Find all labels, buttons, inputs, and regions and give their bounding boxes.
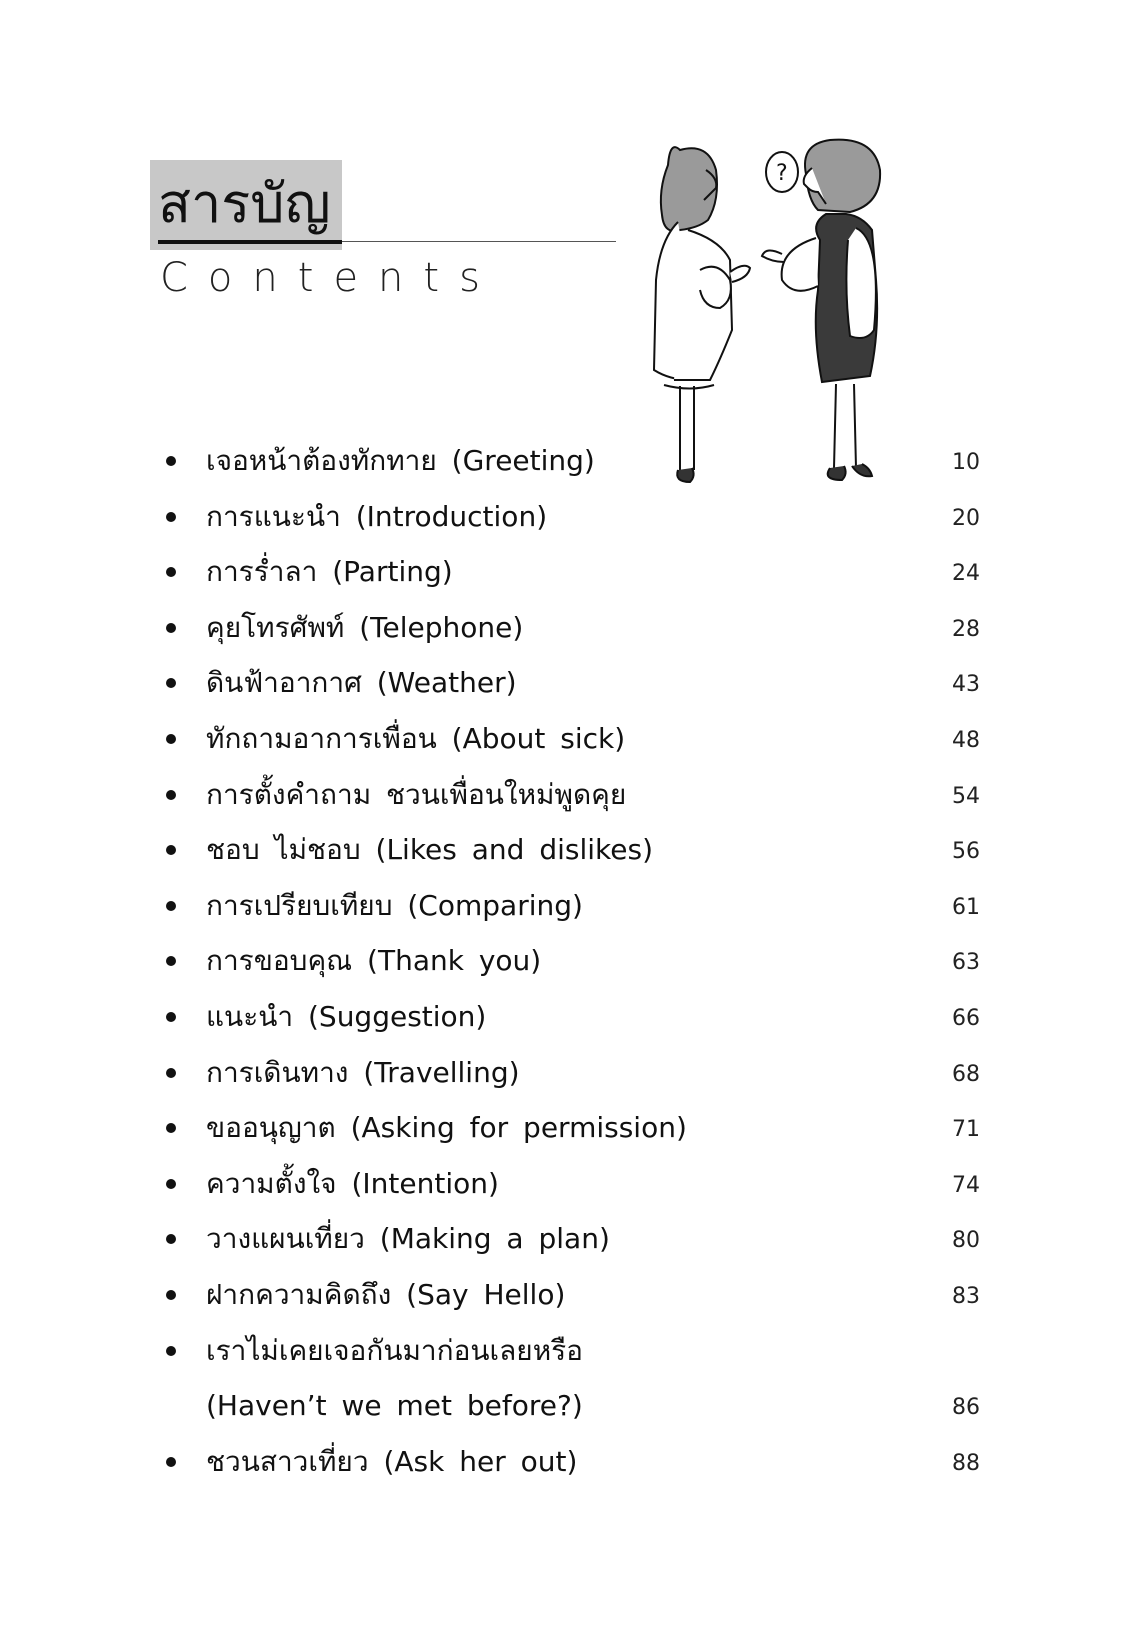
toc-item-page: 86: [952, 1395, 980, 1421]
toc-item[interactable]: [160, 989, 980, 1045]
bullet-icon: [166, 1457, 176, 1467]
toc-item[interactable]: [160, 1100, 980, 1156]
toc-item-page: 74: [952, 1172, 980, 1198]
toc-item-label: ความตั้งใจ (Intention): [206, 1166, 499, 1200]
bullet-icon: [166, 512, 176, 522]
bullet-icon: [166, 567, 176, 577]
toc-item[interactable]: [160, 1267, 980, 1323]
toc-item-page: 28: [952, 616, 980, 642]
toc-item-label: การแนะนำ (Introduction): [206, 499, 548, 533]
table-of-contents: [160, 433, 980, 1489]
title-underline: [158, 240, 342, 244]
toc-item-continuation[interactable]: [160, 1378, 980, 1434]
toc-item-page: 83: [952, 1283, 980, 1309]
bullet-icon: [166, 1123, 176, 1133]
left-woman-figure: [654, 147, 750, 482]
toc-item-page: 68: [952, 1061, 980, 1087]
toc-item-label: ขออนุญาต (Asking for permission): [206, 1111, 687, 1145]
toc-item-label: ดินฟ้าอากาศ (Weather): [206, 666, 517, 700]
toc-item-label: (Haven’t we met before?): [206, 1389, 583, 1423]
bullet-icon: [166, 1234, 176, 1244]
toc-item-label: การเดินทาง (Travelling): [206, 1055, 520, 1089]
toc-item-page: 54: [952, 783, 980, 809]
bullet-icon: [166, 901, 176, 911]
toc-item-page: 56: [952, 839, 980, 865]
toc-item[interactable]: [160, 489, 980, 545]
toc-item[interactable]: [160, 1156, 980, 1212]
toc-item[interactable]: [160, 878, 980, 934]
toc-item[interactable]: [160, 600, 980, 656]
toc-item[interactable]: [160, 822, 980, 878]
bullet-icon: [166, 1346, 176, 1356]
bullet-icon: [166, 1290, 176, 1300]
toc-item[interactable]: [160, 1323, 980, 1379]
toc-item-page: 66: [952, 1005, 980, 1031]
toc-item[interactable]: [160, 433, 980, 489]
bullet-icon: [166, 1012, 176, 1022]
bullet-icon: [166, 956, 176, 966]
page-title-thai: สารบัญ: [158, 172, 331, 235]
toc-item[interactable]: [160, 1434, 980, 1490]
toc-item-label: การเปรียบเทียบ (Comparing): [206, 888, 583, 922]
toc-item-label: ชอบ ไม่ชอบ (Likes and dislikes): [206, 833, 653, 867]
toc-item-page: 20: [952, 505, 980, 531]
bullet-icon: [166, 623, 176, 633]
bullet-icon: [166, 790, 176, 800]
toc-item-page: 88: [952, 1450, 980, 1476]
toc-item-label: เราไม่เคยเจอกันมาก่อนเลยหรือ: [206, 1333, 584, 1367]
toc-item[interactable]: [160, 655, 980, 711]
bullet-icon: [166, 678, 176, 688]
toc-item-page: 80: [952, 1228, 980, 1254]
toc-item-label: ฝากความคิดถึง (Say Hello): [206, 1277, 566, 1311]
toc-item[interactable]: [160, 767, 980, 823]
toc-item-page: 71: [952, 1117, 980, 1143]
toc-item-label: ชวนสาวเที่ยว (Ask her out): [206, 1444, 578, 1478]
bullet-icon: [166, 1179, 176, 1189]
bullet-icon: [166, 734, 176, 744]
bullet-icon: [166, 1068, 176, 1078]
toc-item-label: วางแผนเที่ยว (Making a plan): [206, 1222, 610, 1256]
toc-item-page: 24: [952, 561, 980, 587]
toc-item-label: ทักถามอาการเพื่อน (About sick): [206, 721, 626, 755]
toc-item-label: การร่ำลา (Parting): [206, 555, 453, 589]
page-title-english: Contents: [160, 255, 500, 301]
toc-item[interactable]: [160, 711, 980, 767]
toc-item-page: 48: [952, 727, 980, 753]
toc-item-label: คุยโทรศัพท์ (Telephone): [206, 610, 524, 644]
toc-item[interactable]: [160, 933, 980, 989]
toc-item-label: เจอหน้าต้องทักทาย (Greeting): [206, 444, 595, 477]
speech-bubble: [766, 152, 798, 192]
toc-item-page: 10: [952, 450, 980, 475]
toc-item[interactable]: [160, 1045, 980, 1101]
bullet-icon: [166, 456, 176, 466]
toc-item[interactable]: [160, 1211, 980, 1267]
toc-item-page: 63: [952, 950, 980, 976]
toc-item-label: แนะนำ (Suggestion): [206, 999, 487, 1033]
bullet-icon: [166, 845, 176, 855]
toc-item-page: 43: [952, 672, 980, 698]
toc-item-page: 61: [952, 894, 980, 920]
speech-bubble-text: ?: [776, 161, 788, 186]
toc-item-label: การขอบคุณ (Thank you): [206, 944, 542, 978]
title-rule: [342, 241, 616, 242]
toc-item-label: การตั้งคำถาม ชวนเพื่อนใหม่พูดคุย: [206, 777, 627, 811]
toc-item[interactable]: [160, 544, 980, 600]
